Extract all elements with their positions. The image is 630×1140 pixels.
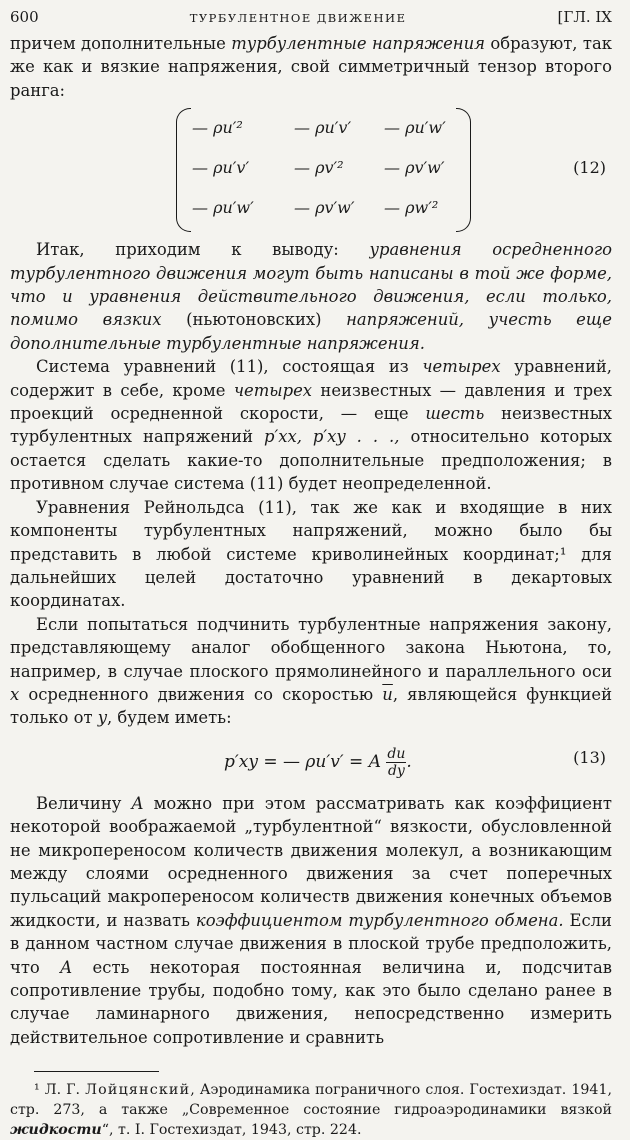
emphasis: жидкости [10, 1122, 102, 1139]
matrix-cell: — ρu′w′ [192, 198, 254, 218]
matrix-cell: — ρu′w′ [384, 118, 446, 138]
math-var: $\overline{u}$ [382, 684, 393, 704]
text: Если попытаться подчинить турбулентные напряжения закону, представляющему аналог обобщенного закона Ньютона, то, например, в случае плоского прямолинейного и параллельного оси [10, 614, 612, 681]
equation-13 [10, 730, 612, 792]
stress-tensor-matrix [10, 106, 612, 236]
text: осредненного движения со скоростью [19, 684, 383, 704]
text: Л. Г. [39, 1082, 86, 1099]
matrix-cell: — ρu′v′ [294, 118, 352, 138]
matrix-cell: — ρv′w′ [384, 158, 445, 178]
emphasis: четырех [233, 380, 313, 400]
numerator: du [387, 745, 406, 762]
right-paren [456, 108, 471, 232]
text: Система уравнений (11), состоящая из [36, 357, 423, 377]
emphasis: четырех [422, 357, 501, 377]
text: Итак, приходим к выводу: [36, 240, 370, 260]
running-title: ТУРБУЛЕНТНОЕ ДВИЖЕНИЕ [189, 11, 407, 25]
footnote-mark: ¹ [34, 1082, 40, 1099]
text: образуют, так же как и вязкие напряжения, свой симметричный тензор второго ранга: [10, 34, 612, 100]
text: “, т. I. Гостехиздат, 1943, стр. 224. [101, 1122, 362, 1139]
equation-number: (13) [573, 747, 606, 767]
fraction [386, 746, 406, 779]
author-name: Лойцянский [85, 1082, 191, 1099]
text: есть некоторая постоянная величина и, подсчитав сопротивление трубы, подобно тому, как это было сделано ранее в случае ламинарного движения, непосредственно измерить действительное сопротивление и сравнить [10, 957, 612, 1047]
text: Если в данном частном случае движения в плоской трубе предположить, что [10, 910, 612, 977]
text: можно при этом рассматривать как коэффициент некоторой воображаемой „турбулентной“ вязкости, обусловленной не микропереносом количеств движения молекул, а возникающим между слоями осредненного движения за счет поперечных пульсаций макропереносом количеств движения конечных объемов жидкости, и назвать [10, 793, 612, 930]
matrix-cell: — ρw′² [384, 198, 439, 218]
text: относительно которых остается сделать какие-то дополнительные предположения; в противном случае система (11) будет неопределенной. [10, 427, 613, 494]
text: , Аэродинамика пограничного слоя. Гостехиздат. 1941, стр. 273, а также „Современное состояние гидроаэродинамики вязкой [10, 1082, 612, 1119]
text: Величину [36, 793, 132, 813]
paragraph-2 [10, 238, 612, 355]
text: , являющейся функцией только от [10, 684, 612, 728]
matrix-cell: — ρu′v′ [192, 158, 250, 178]
text: уравнений, содержит в себе, кроме [10, 357, 612, 400]
inline-math: p′xx, p′xy . . ., [264, 427, 400, 447]
text: , будем иметь: [107, 708, 232, 728]
math-var: A [60, 957, 73, 977]
emphasis: турбулентные напряжения [231, 34, 485, 53]
paragraph-5 [10, 613, 612, 730]
denominator: dy [387, 762, 405, 779]
text: причем дополнительные [10, 34, 232, 53]
paragraph-3 [10, 355, 612, 495]
text: неизвестных — давления и трех проекций осредненной скорости, — еще [10, 380, 613, 424]
paragraph-6 [10, 792, 612, 1049]
matrix-cell: — ρv′² [294, 158, 344, 178]
page-number: 600 [10, 8, 39, 26]
paragraph-1 [10, 32, 612, 102]
period: . [406, 751, 412, 772]
math-var: x [10, 684, 20, 704]
left-paren [176, 108, 191, 232]
equation-number: (12) [573, 158, 606, 178]
matrix-cell: — ρu′² [192, 118, 243, 138]
math-var: A [131, 793, 144, 813]
emphasis: уравнения осредненного турбулентного движения могут быть написаны в той же форме, что и уравнения действительного движения, если только, помимо вязких [10, 240, 612, 330]
text: неизвестных турбулентных напряжений [10, 404, 612, 447]
footnote [10, 1080, 612, 1140]
emphasis: напряжений, учесть еще дополнительные турбулентные напряжения. [10, 310, 612, 353]
running-header [10, 8, 612, 32]
equation-body [224, 746, 412, 779]
equation-lhs: p′xy = — ρu′v′ = A [224, 751, 381, 772]
paragraph-4: Уравнения Рейнольдса (11), так же как и входящие в них компоненты турбулентных напряжений, можно было бы представить в любой системе криволинейных координат;¹ для дальнейших целей достаточно уравнений в декартовых координатах. [10, 497, 612, 611]
footnote-rule [34, 1071, 159, 1072]
matrix-cell: — ρv′w′ [294, 198, 355, 218]
emphasis: коэффициентом турбулентного обмена. [195, 910, 564, 930]
chapter-label: [ГЛ. IX [557, 8, 612, 26]
emphasis: шесть [425, 404, 485, 424]
math-var: y [97, 708, 108, 728]
text: (ньютоновских) [161, 310, 347, 330]
